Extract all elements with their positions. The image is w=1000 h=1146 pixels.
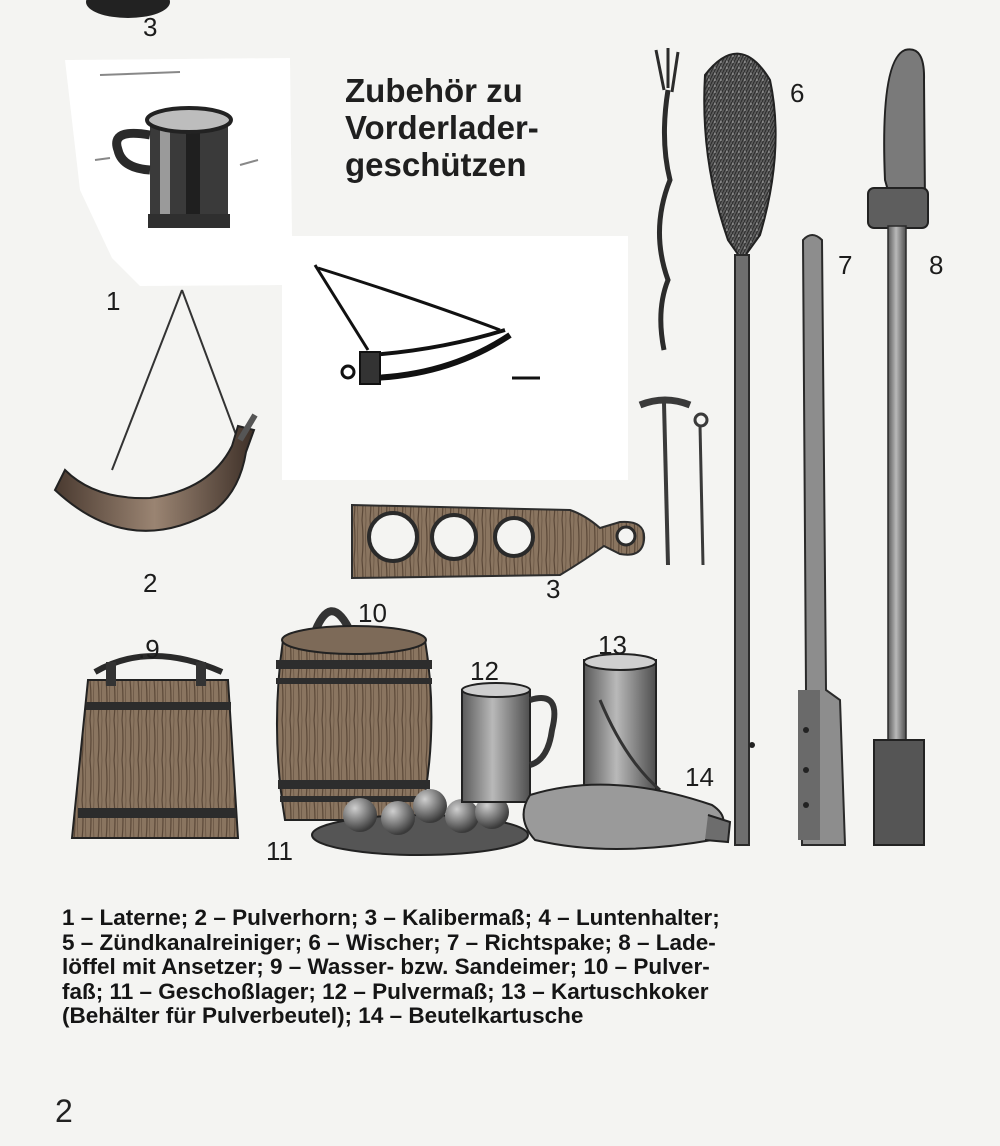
cartridge-case-illustration [584,654,660,790]
sponge-illustration [704,54,775,845]
label-6: 6 [790,78,805,108]
handspike-illustration [798,235,845,845]
title-line-1: Zubehör zu [345,72,523,109]
bag-cartridge-illustration [524,785,730,849]
powder-measure-illustration [462,683,554,802]
worm-illustration [656,48,678,350]
label-9: .9 [138,634,160,664]
label-3: 3 [546,574,561,604]
powder-keg-illustration [276,611,432,820]
label-8: 8 [929,250,944,280]
page-number: 2 [55,1093,73,1129]
caption-line-3: löffel mit Ansetzer; 9 – Wasser- bzw. Sandeimer; 10 – Pulver- [62,954,710,979]
caliber-gauge-illustration [352,505,644,578]
title-line-3: geschützen [345,146,527,183]
caption-line-1: 1 – Laterne; 2 – Pulverhorn; 3 – Kalibermaß; 4 – Luntenhalter; [62,905,720,930]
plate-title [345,72,539,183]
label-7: 7 [838,250,853,280]
caption [62,906,987,1029]
label-13: 13 [598,630,627,660]
ladle-rammer-illustration [868,49,928,845]
label-12: 12 [470,656,499,686]
title-line-2: Vorderlader- [345,109,539,146]
label-2: 2 [143,568,158,598]
powder-horn-illustration [55,290,255,531]
bucket-illustration [72,656,238,838]
label-3-top: 3 [143,12,158,42]
label-10: 10 [358,598,387,628]
caption-line-5: (Behälter für Pulverbeutel); 14 – Beutelkartusche [62,1003,584,1028]
label-11: 11 [266,836,293,866]
caption-line-4: faß; 11 – Geschoßlager; 12 – Pulvermaß; 13 – Kartuschkoker [62,978,709,1004]
vent-picker-illustration [640,400,707,565]
label-1: 1 [106,286,121,316]
caption-line-2: 5 – Zündkanalreiniger; 6 – Wischer; 7 – Richtspake; 8 – Lade- [62,929,716,955]
label-14: 14 [685,762,714,792]
